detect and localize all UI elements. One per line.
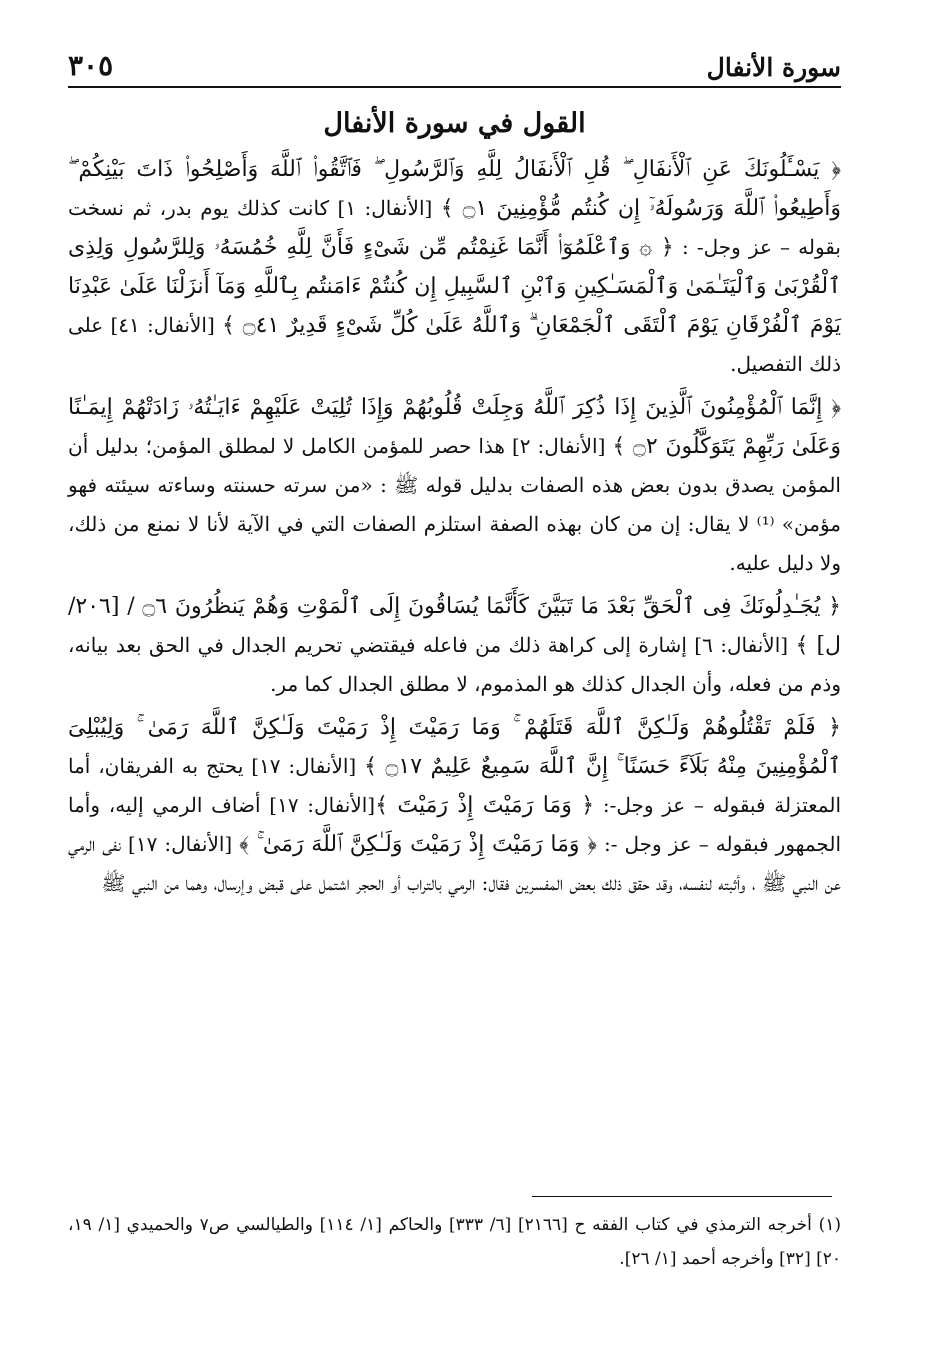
commentary-text: [الأنفال: ٤١] على ذلك التفصيل. — [68, 313, 841, 376]
commentary-text: [الأنفال: ١٧] أضاف الرمي إليه، وأما الجمهور فبقوله – عز وجل -: — [68, 793, 841, 856]
surah-name-heading: سورة الأنفال — [706, 53, 841, 82]
commentary-text: [الأنفال: ٢] هذا حصر للمؤمن الكامل لا لمطلق المؤمن؛ بدليل أن المؤمن يصدق بدون بعض هذه الصفات بدليل قوله ﷺ : «من سرته حسنته وساءته سيئته فهو مؤمن» ⁽¹⁾ لا يقال: إن من كان بهذه الصفة استلزم الصفات التي في الآية لأنا لا نمنع من ذلك، ولا دليل عليه. — [68, 434, 841, 575]
quran-verse: ﴿ وَمَا رَمَيْتَ إِذْ رَمَيْتَ وَلَـٰكِنَّ ٱللَّهَ رَمَىٰ ۚ ﴾ — [239, 832, 597, 857]
commentary-text: [الأنفال: ٦] إشارة إلى كراهة ذلك من فاعله فيقتضي تحريم الجدال في الحق بعد بيانه، وذم من فعله، وأن الجدال كذلك هو المذموم، لا مطلق الجدال كما مر. — [68, 633, 841, 696]
footnote-divider — [532, 1196, 832, 1197]
quran-verse: ﴿ وَمَا رَمَيْتَ إِذْ رَمَيْتَ ﴾ — [375, 793, 595, 818]
quran-verse: ﴿ يَسْـَٔلُونَكَ عَنِ ٱلْأَنفَالِ ۖ قُلِ ٱلْأَنفَالُ لِلَّهِ وَٱلرَّسُولِ ۖ فَٱتَّقُوا۟ ٱللَّهَ وَأَصْلِحُوا۟ ذَاتَ بَيْنِكُمْ ۖ وَأَطِيعُوا۟ ٱللَّهَ وَرَسُولَهُۥٓ إِن كُنتُم مُّؤْمِنِينَ ۝١ ﴾ — [68, 157, 842, 221]
paragraph-4 — [68, 708, 841, 903]
commentary-text: [الأنفال: ١٧] نفى الرمي عن النبي ﷺ ، وأثبته لنفسه، وقد حقق ذلك بعض المفسرين فقال: الرمي بالتراب أو الحجر اشتمل على قبض وإرسال، وهما من النبي ﷺ — [68, 832, 841, 895]
paragraph-1 — [68, 150, 841, 384]
footnotes — [68, 1208, 841, 1276]
paragraph-2 — [68, 388, 841, 583]
quran-verse: ﴿ فَلَمْ تَقْتُلُوهُمْ وَلَـٰكِنَّ ٱللَّهَ قَتَلَهُمْ ۚ وَمَا رَمَيْتَ إِذْ رَمَيْتَ وَلَـٰكِنَّ ٱللَّهَ رَمَىٰ ۚ وَلِيُبْلِىَ ٱلْمُؤْمِنِينَ مِنْهُ بَلَآءً حَسَنًا ۚ إِنَّ ٱللَّهَ سَمِيعٌ عَلِيمٌ ۝١٧ ﴾ — [68, 715, 842, 779]
commentary-text: [الأنفال: ١] كانت كذلك يوم بدر، ثم نسخت بقوله – عز وجل- : — [68, 196, 841, 259]
page-header — [68, 30, 841, 88]
page-body — [68, 150, 841, 907]
paragraph-3 — [68, 587, 841, 704]
quran-verse: ﴿ إِنَّمَا ٱلْمُؤْمِنُونَ ٱلَّذِينَ إِذَا ذُكِرَ ٱللَّهُ وَجِلَتْ قُلُوبُهُمْ وَإِذَا تُلِيَتْ عَلَيْهِمْ ءَايَـٰتُهُۥ زَادَتْهُمْ إِيمَـٰنًا وَعَلَىٰ رَبِّهِمْ يَتَوَكَّلُونَ ۝٢ ﴾ — [68, 395, 841, 459]
commentary-text: [الأنفال: ١٧] يحتج به الفريقان، أما المعتزلة فبقوله – عز وجل-: — [68, 754, 842, 817]
quran-verse: ﴿ ۞ وَٱعْلَمُوٓا۟ أَنَّمَا غَنِمْتُم مِّن شَىْءٍ فَأَنَّ لِلَّهِ خُمُسَهُۥ وَلِلرَّسُولِ وَلِذِى ٱلْقُرْبَىٰ وَٱلْيَتَـٰمَىٰ وَٱلْمَسَـٰكِينِ وَٱبْنِ ٱلسَّبِيلِ إِن كُنتُمْ ءَامَنتُم بِٱللَّهِ وَمَآ أَنزَلْنَا عَلَىٰ عَبْدِنَا يَوْمَ ٱلْفُرْقَانِ يَوْمَ ٱلْتَقَى ٱلْجَمْعَانِ ۗ وَٱللَّهُ عَلَىٰ كُلِّ شَىْءٍ قَدِيرٌ ۝٤١ ﴾ — [68, 235, 841, 338]
page-number: ٣٠٥ — [68, 49, 114, 82]
section-title: القول في سورة الأنفال — [323, 108, 586, 139]
quran-verse: ﴿ يُجَـٰدِلُونَكَ فِى ٱلْحَقِّ بَعْدَ مَا تَبَيَّنَ كَأَنَّمَا يُسَاقُونَ إِلَى ٱلْمَوْتِ وَهُمْ يَنظُرُونَ ۝٦ / [٢٠٦/ ل] ﴾ — [68, 594, 842, 658]
footnote-1: (١) أخرجه الترمذي في كتاب الفقه ح [٢١٦٦] [٦/ ٣٣٣] والحاكم [١/ ١١٤] والطيالسي ص٧ والحميدي [١/ ١٩، ٢٠] [٣٢] وأخرجه أحمد [١/ ٢٦]. — [68, 1215, 842, 1269]
